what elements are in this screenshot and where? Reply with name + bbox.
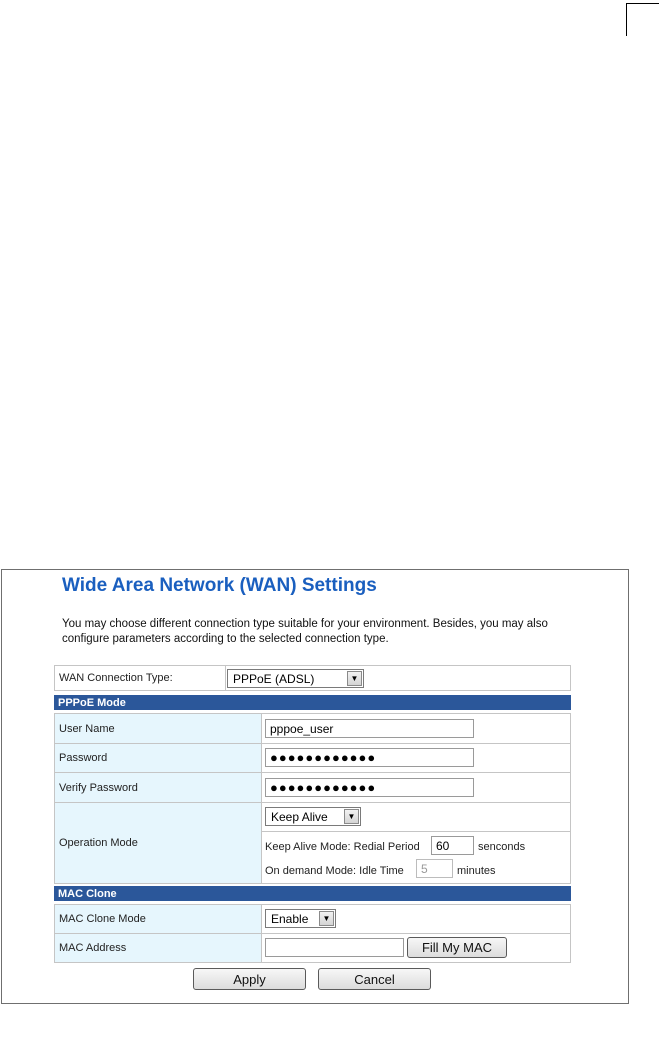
chevron-down-icon[interactable]: ▼ [347,671,362,686]
mac-clone-mode-select[interactable] [265,909,336,928]
idle-time-input[interactable]: 5 [416,859,453,878]
wan-type-select[interactable] [227,669,364,688]
chevron-down-icon[interactable]: ▼ [319,911,334,926]
pppoe-section-header [54,695,571,710]
page-description: You may choose different connection type suitable for your environment. Besides, you may also configure parameters according to the selected connection type. [62,618,548,645]
pppoe-section-title: PPPoE Mode [58,696,126,709]
page-corner-mark [626,3,659,36]
cancel-button[interactable]: Cancel [318,968,431,990]
wan-type-label: WAN Connection Type: [59,672,173,684]
password-input[interactable]: ●●●●●●●●●●●● [265,748,474,767]
wan-type-label-cell [54,665,226,691]
redial-period-input[interactable]: 60 [431,836,474,855]
mac-clone-mode-selected: Enable [271,911,309,926]
ondemand-unit: minutes [457,865,496,877]
verify-password-input[interactable]: ●●●●●●●●●●●● [265,778,474,797]
mac-section-title: MAC Clone [58,887,117,900]
page-title: Wide Area Network (WAN) Settings [62,575,377,596]
chevron-down-icon[interactable]: ▼ [344,809,359,824]
apply-button[interactable]: Apply [193,968,306,990]
wan-type-selected: PPPoE (ADSL) [233,671,315,686]
fill-my-mac-button[interactable]: Fill My MAC [407,937,507,958]
keepalive-label: Keep Alive Mode: Redial Period [265,841,420,853]
operation-mode-label-cell [54,802,262,884]
mac-clone-mode-label-cell [54,904,262,934]
mac-address-label-cell [54,933,262,963]
mac-section-header [54,886,571,901]
verify-password-label-cell [54,772,262,803]
operation-mode-label: Operation Mode [59,837,138,849]
username-label-cell [54,713,262,744]
username-label: User Name [59,722,115,735]
mac-clone-mode-label: MAC Clone Mode [59,913,146,925]
operation-mode-select[interactable] [265,807,361,826]
mac-address-label: MAC Address [59,942,127,954]
password-label: Password [59,752,108,764]
operation-mode-selected: Keep Alive [271,809,328,824]
verify-password-label: Verify Password [59,781,138,794]
username-input[interactable]: pppoe_user [265,719,474,738]
mac-address-input[interactable] [265,938,404,957]
ondemand-label: On demand Mode: Idle Time [265,865,404,877]
keepalive-unit: senconds [478,841,526,853]
password-label-cell [54,743,262,773]
